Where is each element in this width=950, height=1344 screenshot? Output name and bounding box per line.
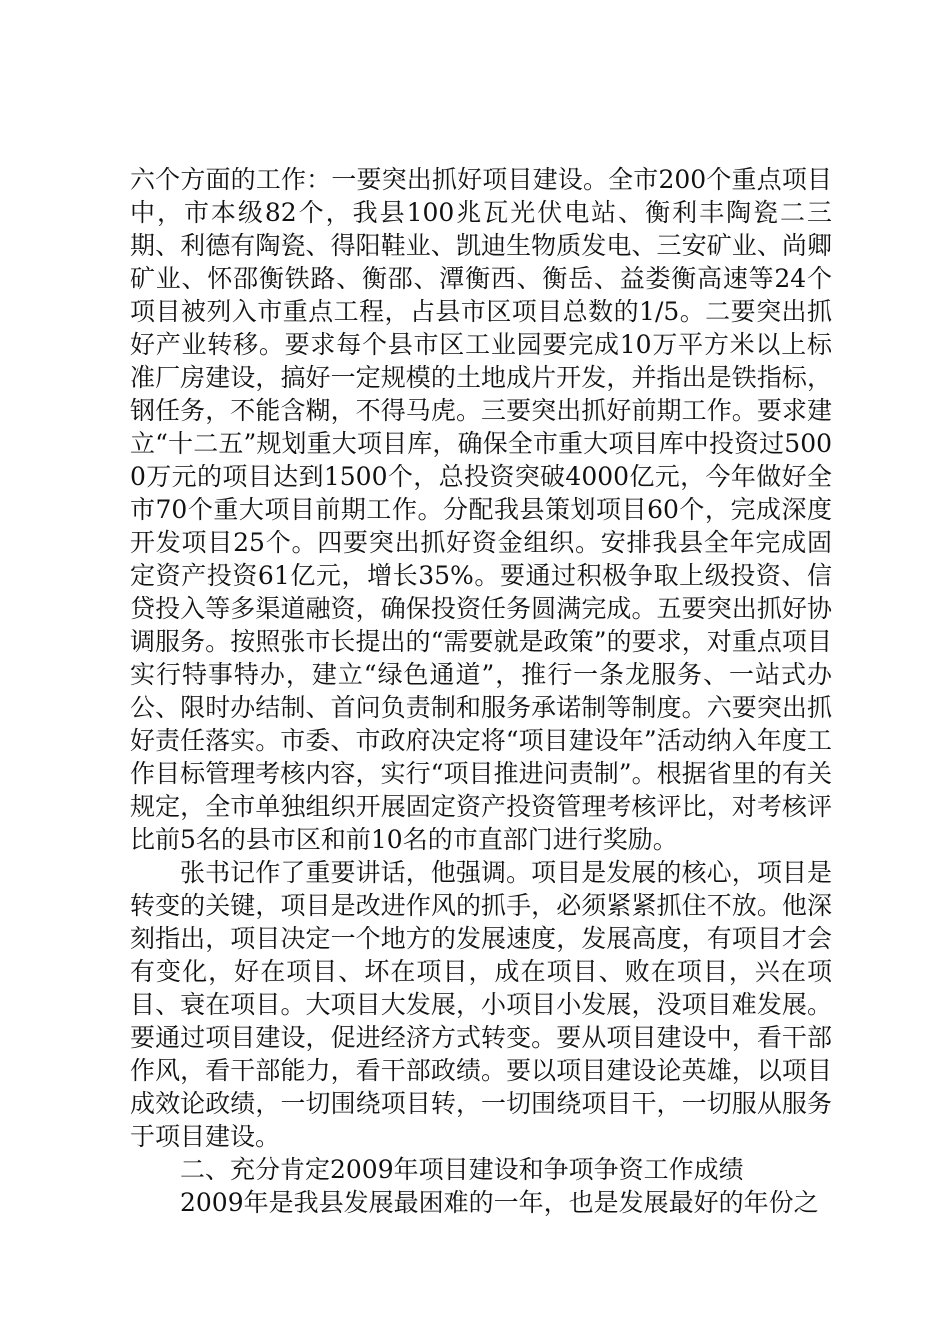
document-body bbox=[130, 163, 832, 1219]
paragraph-2009-intro: 2009年是我县发展最困难的一年，也是发展最好的年份之 bbox=[180, 1188, 819, 1217]
paragraph-six-tasks: 六个方面的工作：一要突出抓好项目建设。全市200个重点项目中，市本级82个，我县100兆瓦光伏电站、衡利丰陶瓷二三期、利德有陶瓷、得阳鞋业、凯迪生物质发电、三安矿业、尚卿矿业、怀邵衡铁路、衡邵、潭衡西、衡岳、益娄衡高速等24个项目被列入市重点工程，占县市区项目总数的1/5。二要突出抓好产业转移。要求每个县市区工业园要完成10万平方米以上标准厂房建设，搞好一定规模的土地成片开发，并指出是铁指标，钢任务，不能含糊，不得马虎。三要突出抓好前期工作。要求建立“十二五”规划重大项目库，确保全市重大项目库中投资过5000万元的项目达到1500个，总投资突破4000亿元，今年做好全市70个重大项目前期工作。分配我县策划项目60个，完成深度开发项目25个。四要突出抓好资金组织。安排我县全年完成固定资产投资61亿元，增长35%。要通过积极争取上级投资、信贷投入等多渠道融资，确保投资任务圆满完成。五要突出抓好协调服务。按照张市长提出的“需要就是政策”的要求，对重点项目实行特事特办，建立“绿色通道”，推行一条龙服务、一站式办公、限时办结制、首问负责制和服务承诺制等制度。六要突出抓好责任落实。市委、市政府决定将“项目建设年”活动纳入年度工作目标管理考核内容，实行“项目推进问责制”。根据省里的有关规定，全市单独组织开展固定资产投资管理考核评比，对考核评比前5名的县市区和前10名的市直部门进行奖励。 bbox=[130, 165, 832, 854]
section-heading-2009-achievements: 二、充分肯定2009年项目建设和争项争资工作成绩 bbox=[180, 1155, 744, 1184]
paragraph-secretary-speech: 张书记作了重要讲话，他强调。项目是发展的核心，项目是转变的关键，项目是改进作风的抓手，必须紧紧抓住不放。他深刻指出，项目决定一个地方的发展速度，发展高度，有项目才会有变化，好在项目、坏在项目，成在项目、败在项目，兴在项目、衰在项目。大项目大发展，小项目小发展，没项目难发展。要通过项目建设，促进经济方式转变。要从项目建设中，看干部作风，看干部能力，看干部政绩。要以项目建设论英雄，以项目成效论政绩，一切围绕项目转，一切围绕项目干，一切服从服务于项目建设。 bbox=[130, 858, 832, 1151]
